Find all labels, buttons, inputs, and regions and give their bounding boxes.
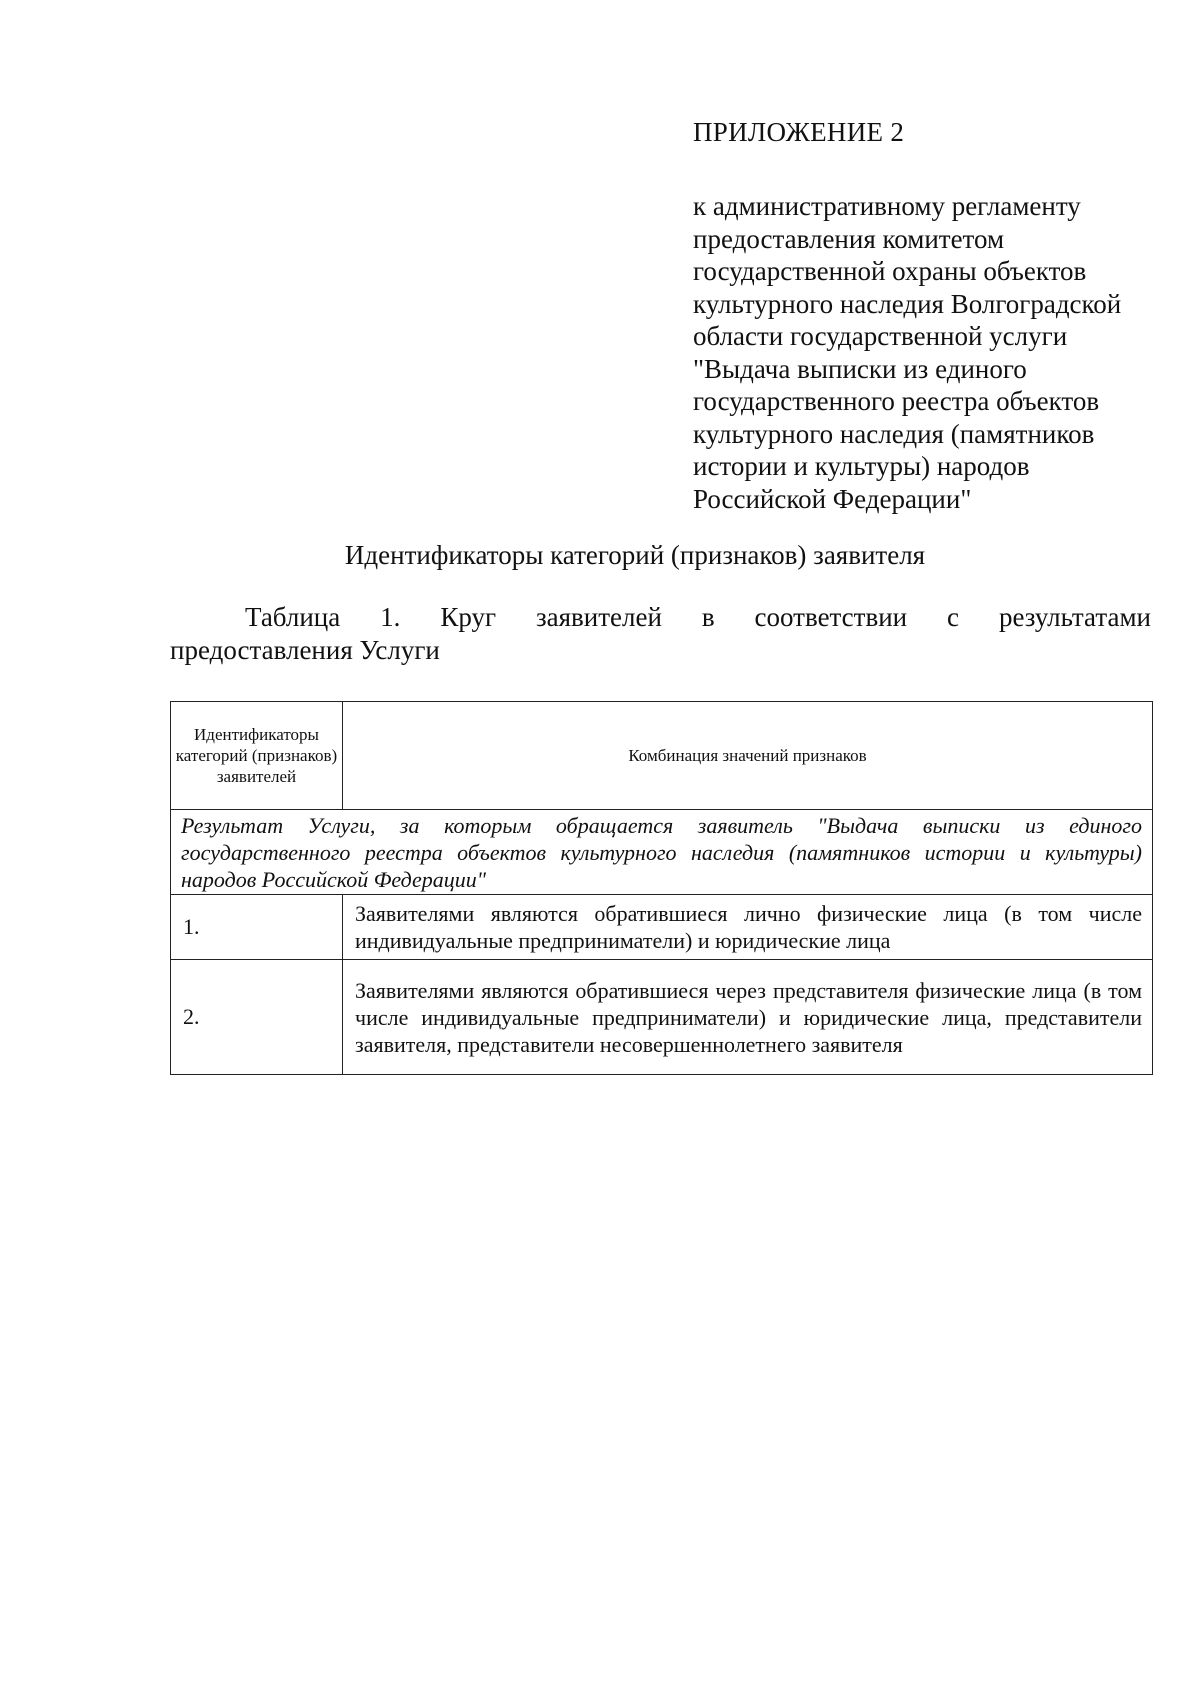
table-caption-line: предоставления Услуги [170, 635, 440, 665]
table-caption [170, 601, 1151, 667]
table-row [171, 960, 1153, 1075]
result-cell: Результат Услуги, за которым обращается заявитель "Выдача выписки из единого государственного реестра объектов культурного наследия (памятников истории и культуры) народов Российской Федерации" [171, 810, 1153, 895]
caption-word: Круг [440, 602, 497, 632]
table-header-row [171, 702, 1153, 810]
caption-word: результатами [998, 602, 1151, 632]
appendix-block [693, 112, 1173, 515]
caption-word: 1. [380, 602, 401, 632]
section-heading: Идентификаторы категорий (признаков) заявителя [344, 540, 926, 570]
caption-word: в [701, 602, 715, 632]
appendix-line: "Выдача выписки из единого [693, 353, 1027, 384]
appendix-line: области государственной услуги [693, 321, 1068, 351]
appendix-line: культурного наследия Волгоградской [693, 288, 1122, 319]
appendix-title: ПРИЛОЖЕНИЕ 2 [693, 117, 905, 147]
appendix-description [693, 190, 1173, 515]
applicant-categories-table [170, 701, 1153, 1075]
appendix-line: Российской Федерации" [693, 483, 972, 514]
row-description-cell: Заявителями являются обратившиеся лично физические лица (в том числе индивидуальные предприниматели) и юридические лица [343, 895, 1153, 960]
row-description-cell: Заявителями являются обратившиеся через представителя физические лица (в том числе индивидуальные предприниматели) и юридические лица, представители заявителя, представители несовершеннолетнего заявителя [343, 960, 1153, 1075]
header-combination-cell: Комбинация значений признаков [343, 702, 1153, 810]
appendix-line: государственного реестра объектов [693, 386, 1100, 416]
table-caption-line [170, 601, 1151, 634]
table-row [171, 895, 1153, 960]
caption-word: с [947, 602, 960, 632]
row-number-cell: 1. [171, 895, 343, 960]
header-identifiers-cell: Идентификаторы категорий (признаков) заявителей [171, 702, 343, 810]
appendix-line: предоставления комитетом [693, 223, 1005, 254]
appendix-line: истории и культуры) народов [693, 451, 1030, 481]
appendix-line: к административному регламенту [693, 191, 1081, 221]
caption-word: соответствии [754, 602, 908, 632]
caption-word: Таблица [245, 602, 341, 632]
appendix-line: культурного наследия (памятников [693, 418, 1095, 449]
appendix-line: государственной охраны объектов [693, 256, 1087, 286]
row-number-cell: 2. [171, 960, 343, 1075]
caption-word: заявителей [535, 602, 662, 632]
result-row [171, 810, 1153, 895]
